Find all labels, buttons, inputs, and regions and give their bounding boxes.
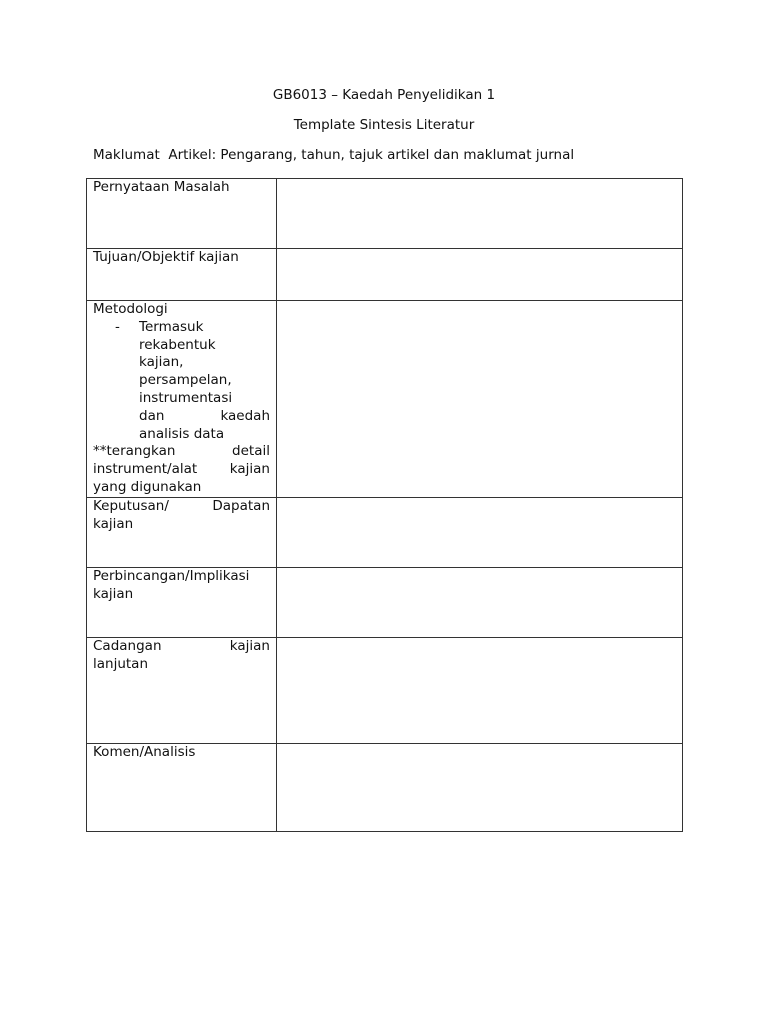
article-info-line: Maklumat Artikel: Pengarang, tahun, tajuk artikel dan maklumat jurnal [93,147,575,163]
bullet-line: instrumentasi [139,389,233,406]
synthesis-table [86,178,683,832]
bullet-line: Termasuk [139,318,204,335]
value-cell-findings[interactable] [277,497,683,567]
methodology-note-line: yang digunakan [93,478,202,495]
table-row [87,497,683,567]
label-cell [87,497,277,567]
bullet-dash: - [115,318,120,335]
bullet-line: rekabentuk [139,336,216,353]
table-row [87,249,683,301]
label-cell [87,743,277,831]
methodology-bullet [115,319,270,444]
row-label-future-research: Cadangan kajian [93,637,270,654]
row-label-problem-statement: Pernyataan Masalah [93,179,230,195]
template-title: Template Sintesis Literatur [293,117,475,133]
value-cell-problem-statement[interactable] [277,179,683,249]
label-cell [87,249,277,301]
label-cell [87,179,277,249]
row-label-future-research-cont: lanjutan [93,655,149,672]
row-label-findings: Keputusan/ Dapatan [93,497,270,514]
methodology-note-line: **terangkan detail [93,443,270,460]
row-label-discussion-cont: kajian [93,585,134,602]
bullet-line: kajian, [139,354,184,371]
table-row [87,301,683,498]
row-label-comments: Komen/Analisis [93,743,196,760]
label-cell [87,301,277,498]
course-title: GB6013 – Kaedah Penyelidikan 1 [272,87,496,103]
methodology-note-line: instrument/alat kajian [93,461,270,478]
row-label-methodology: Metodologi [93,301,168,317]
bullet-line: analisis data [139,425,225,442]
value-cell-discussion[interactable] [277,567,683,637]
table-row [87,567,683,637]
label-cell [87,637,277,743]
value-cell-objectives[interactable] [277,249,683,301]
row-label-objectives: Tujuan/Objektif kajian [93,249,239,265]
bullet-line: persampelan, [139,372,232,389]
label-cell [87,567,277,637]
bullet-line: dan kaedah [139,407,270,424]
row-label-findings-cont: kajian [93,515,134,532]
row-label-discussion: Perbincangan/Implikasi [93,567,250,584]
table-row [87,179,683,249]
value-cell-future-research[interactable] [277,637,683,743]
table-row [87,743,683,831]
value-cell-methodology[interactable] [277,301,683,498]
table-row [87,637,683,743]
value-cell-comments[interactable] [277,743,683,831]
